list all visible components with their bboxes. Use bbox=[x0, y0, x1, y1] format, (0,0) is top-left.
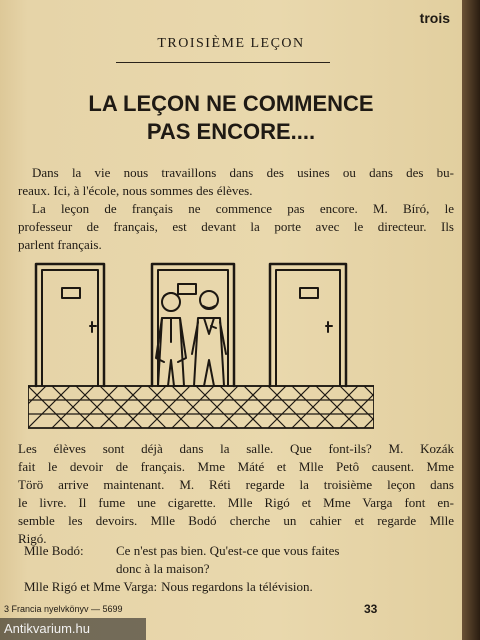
paragraph-classroom bbox=[18, 440, 454, 548]
lesson-title-line: LA LEÇON NE COMMENCE bbox=[88, 91, 374, 116]
text-line: Dans la vie nous travaillons dans des usines ou dans des bu- bbox=[32, 165, 454, 180]
dialogue-text bbox=[116, 542, 454, 578]
footer-signature: 3 Francia nyelvkönyv — 5699 bbox=[4, 604, 123, 614]
dialogue-line: donc à la maison? bbox=[116, 561, 210, 576]
text-line: le livre. Il fume une cigarette. Mlle Rigó et Mme Varga font en- bbox=[18, 495, 454, 510]
dialogue-speaker: Mlle Rigó et Mme Varga: bbox=[24, 579, 158, 594]
text-line: reaux. Ici, à l'école, nous sommes des élèves. bbox=[18, 183, 253, 198]
text-line: Les élèves sont déjà dans la salle. Que font-ils? M. Kozák bbox=[18, 441, 454, 456]
dialogue-speaker: Mlle Bodó: bbox=[24, 543, 84, 558]
lesson-title-line: PAS ENCORE.... bbox=[146, 119, 316, 144]
book-spine-shadow bbox=[462, 0, 480, 640]
text-line: Rigó. bbox=[18, 531, 47, 546]
dialogue-row bbox=[18, 578, 454, 596]
lesson-title bbox=[0, 90, 462, 146]
page-header-word: trois bbox=[419, 10, 450, 26]
lesson-heading-rule bbox=[116, 62, 330, 63]
text-line: parlent français. bbox=[18, 237, 102, 252]
text-line: professeur de français, est devant la porte avec le directeur. Ils bbox=[18, 219, 454, 234]
text-line: fait le devoir de français. Mme Máté et Mlle Petô causent. Mme bbox=[18, 459, 454, 474]
page-number: 33 bbox=[364, 602, 378, 616]
dialogue-row bbox=[18, 542, 454, 578]
corridor-illustration bbox=[28, 262, 374, 432]
paragraph-intro bbox=[18, 164, 454, 200]
text-line: Törö arrive maintenant. M. Réti regarde la troisième leçon dans bbox=[18, 477, 454, 492]
text-line: semble les devoirs. Mlle Bodó cherche un cahier et regarde Mlle bbox=[18, 513, 454, 528]
dialogue-line: Ce n'est pas bien. Qu'est-ce que vous faites bbox=[116, 543, 340, 558]
paragraph-lesson bbox=[18, 200, 454, 254]
watermark: Antikvarium.hu bbox=[0, 618, 146, 640]
dialogue-line: Nous regardons la télévision. bbox=[161, 579, 313, 594]
lesson-heading: TROISIÈME LEÇON bbox=[157, 36, 305, 51]
dialogue bbox=[18, 542, 454, 596]
text-line: La leçon de français ne commence pas encore. M. Bíró, le bbox=[32, 201, 454, 216]
